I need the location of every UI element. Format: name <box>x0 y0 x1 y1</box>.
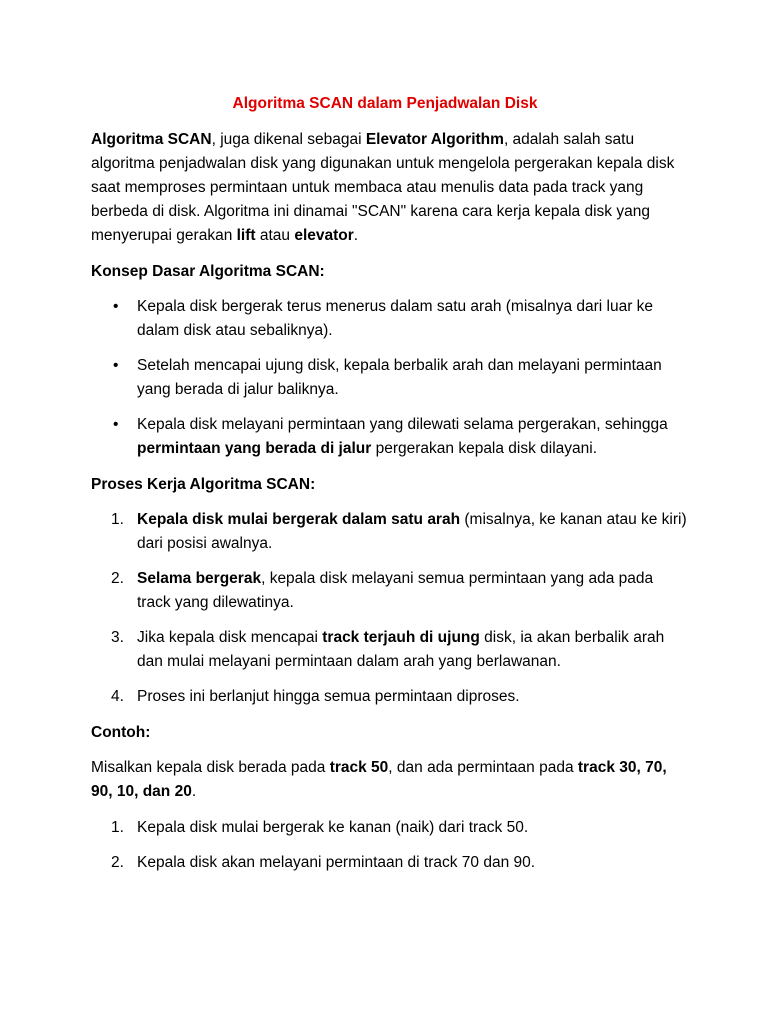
konsep-item <box>91 354 691 402</box>
konsep-item-text: Kepala disk bergerak terus menerus dalam satu arah (misalnya dari luar ke dalam disk atau sebaliknya). <box>137 298 654 339</box>
step-number: 3. <box>111 629 124 646</box>
contoh-term-request-tracks: track 30, 70, 90, 10, dan 20 <box>91 759 667 800</box>
proses-heading: Proses Kerja Algoritma SCAN: <box>91 476 316 493</box>
contoh-text-3: . <box>191 783 197 800</box>
bullet-marker: • <box>113 357 119 374</box>
step-number: 2. <box>111 570 124 587</box>
contoh-list <box>91 816 691 875</box>
document-title: Algoritma SCAN dalam Penjadwalan Disk <box>232 95 538 112</box>
proses-item-post: , kepala disk melayani semua permintaan yang ada pada track yang dilewatinya. <box>137 570 654 611</box>
intro-term-elevator-algorithm: Elevator Algorithm <box>365 131 504 148</box>
konsep-item <box>91 295 691 343</box>
intro-term-elevator: elevator <box>294 227 354 244</box>
konsep-item-text-post: pergerakan kepala disk dilayani. <box>371 440 598 457</box>
step-number: 1. <box>111 819 124 836</box>
step-number: 2. <box>111 854 124 871</box>
konsep-item-text: Setelah mencapai ujung disk, kepala berbalik arah dan melayani permintaan yang berada di jalur baliknya. <box>137 357 662 398</box>
contoh-text-1: Misalkan kepala disk berada pada <box>91 759 330 776</box>
contoh-term-start-track: track 50 <box>329 759 389 776</box>
intro-term-scan: Algoritma SCAN <box>91 131 212 148</box>
step-number: 4. <box>111 688 124 705</box>
contoh-paragraph <box>91 756 691 804</box>
proses-item <box>91 626 691 674</box>
intro-text-1: , juga dikenal sebagai <box>211 131 366 148</box>
bullet-marker: • <box>113 298 119 315</box>
proses-item <box>91 508 691 556</box>
step-number: 1. <box>111 511 124 528</box>
proses-item <box>91 567 691 615</box>
contoh-text-2: , dan ada permintaan pada <box>388 759 578 776</box>
contoh-item-text: Kepala disk mulai bergerak ke kanan (naik) dari track 50. <box>137 819 529 836</box>
intro-text-4: . <box>353 227 359 244</box>
konsep-heading: Konsep Dasar Algoritma SCAN: <box>91 263 325 280</box>
proses-item-bold: track terjauh di ujung <box>322 629 480 646</box>
proses-item-pre: Proses ini berlanjut hingga semua permintaan diproses. <box>137 688 520 705</box>
proses-item-post: (misalnya, ke kanan atau ke kiri) dari posisi awalnya. <box>137 511 687 552</box>
konsep-list <box>91 295 691 461</box>
intro-term-lift: lift <box>236 227 256 244</box>
contoh-item <box>91 816 691 840</box>
intro-text-3: atau <box>255 227 295 244</box>
proses-item-pre: Jika kepala disk mencapai <box>137 629 323 646</box>
proses-list <box>91 508 691 709</box>
bullet-marker: • <box>113 416 119 433</box>
proses-item-bold: Selama bergerak <box>137 570 262 587</box>
document-content <box>91 92 691 887</box>
contoh-item <box>91 851 691 875</box>
konsep-item-text-pre: Kepala disk melayani permintaan yang dilewati selama pergerakan, sehingga <box>137 416 668 433</box>
konsep-item <box>91 413 691 461</box>
proses-item <box>91 685 691 709</box>
proses-item-post: disk, ia akan berbalik arah dan mulai melayani permintaan dalam arah yang berlawanan. <box>137 629 665 670</box>
contoh-item-text: Kepala disk akan melayani permintaan di track 70 dan 90. <box>137 854 536 871</box>
intro-text-2: , adalah salah satu algoritma penjadwalan disk yang digunakan untuk mengelola pergerakan kepala disk saat memproses permintaan untuk membaca atau menulis data pada track yang berbeda di disk. Algoritma ini dinamai "SCAN" karena cara kerja kepala disk yang menyerupai gerakan <box>91 131 675 244</box>
intro-paragraph <box>91 128 691 248</box>
konsep-item-text-bold: permintaan yang berada di jalur <box>137 440 372 457</box>
proses-item-bold: Kepala disk mulai bergerak dalam satu arah <box>137 511 461 528</box>
contoh-heading: Contoh: <box>91 724 151 741</box>
